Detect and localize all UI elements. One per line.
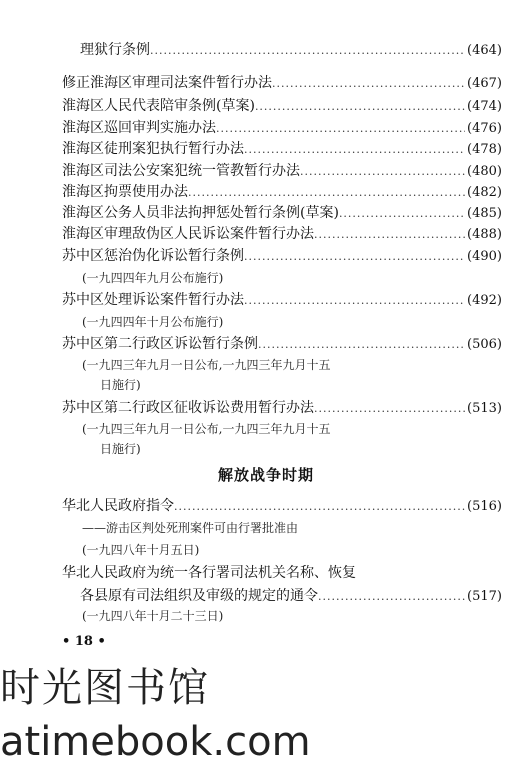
- toc-entry-page: (482): [467, 185, 502, 200]
- toc-entry-page: (513): [467, 401, 502, 416]
- toc-entry: [80, 586, 502, 606]
- toc-entry-heading: [62, 563, 502, 583]
- toc-entry-page: (492): [467, 293, 502, 308]
- toc-entry: [62, 290, 502, 310]
- toc-entry-title: 理狱行条例: [80, 42, 150, 58]
- toc-entry: [62, 96, 502, 116]
- toc-entry: [62, 139, 502, 159]
- toc-entry-page: (488): [467, 227, 502, 242]
- date-note-continued: 日施行): [100, 378, 141, 392]
- toc-entry: [62, 203, 502, 223]
- toc-entry-page: (517): [467, 589, 502, 604]
- toc-entry: [62, 334, 502, 354]
- toc-entry-page: (478): [467, 142, 502, 157]
- toc-entry-page: (506): [467, 337, 502, 352]
- toc-entry: [62, 496, 502, 516]
- toc-entry-title: 苏中区第二行政区诉讼暂行条例: [62, 336, 258, 352]
- leader-dots: [314, 225, 465, 245]
- toc-entry-page: (516): [467, 499, 502, 514]
- section-title: 解放战争时期: [217, 466, 314, 484]
- leader-dots: [174, 497, 465, 517]
- toc-entry-title: 淮海区公务人员非法拘押惩处暂行条例(草案): [62, 205, 339, 221]
- toc-entry-title-line1: 华北人民政府为统一各行署司法机关名称、恢复: [62, 565, 356, 581]
- toc-entry-title: 淮海区审理敌伪区人民诉讼案件暂行办法: [62, 226, 314, 242]
- leader-dots: [188, 183, 465, 203]
- toc-entry-title: 淮海区司法公安案犯统一管教暂行办法: [62, 163, 300, 179]
- watermark-url: atimebook.com: [0, 719, 311, 765]
- date-note: (一九四八年十月五日): [82, 543, 200, 557]
- leader-dots: [255, 97, 465, 117]
- toc-entry: [62, 182, 502, 202]
- date-note: (一九四三年九月一日公布,一九四三年九月十五: [82, 358, 331, 372]
- toc-entry-page: (464): [467, 43, 502, 58]
- subtitle-note: ——游击区判处死刑案件可由行署批准由: [82, 521, 299, 535]
- toc-entry: [62, 73, 502, 93]
- date-note: (一九四八年十月二十三日): [82, 609, 224, 623]
- page-number: • 18 •: [62, 634, 106, 649]
- toc-entry-title: 淮海区徒刑案犯执行暂行办法: [62, 141, 244, 157]
- toc-entry: [80, 40, 502, 60]
- leader-dots: [150, 41, 465, 61]
- toc-entry: [62, 398, 502, 418]
- leader-dots: [339, 204, 465, 224]
- toc-entry-page: (485): [467, 206, 502, 221]
- leader-dots: [258, 335, 465, 355]
- toc-entry: [62, 118, 502, 138]
- leader-dots: [300, 162, 465, 182]
- watermark-text: 时光图书馆: [0, 665, 210, 711]
- leader-dots: [216, 119, 465, 139]
- date-note: (一九四四年十月公布施行): [82, 315, 224, 329]
- leader-dots: [244, 247, 465, 267]
- toc-entry-title: 淮海区人民代表陪审条例(草案): [62, 98, 255, 114]
- leader-dots: [272, 74, 465, 94]
- toc-entry: [62, 224, 502, 244]
- toc-entry-title: 淮海区拘票使用办法: [62, 184, 188, 200]
- date-note: (一九四三年九月一日公布,一九四三年九月十五: [82, 422, 331, 436]
- leader-dots: [318, 587, 465, 607]
- leader-dots: [314, 399, 465, 419]
- toc-entry-title: 苏中区第二行政区征收诉讼费用暂行办法: [62, 400, 314, 416]
- date-note: (一九四四年九月公布施行): [82, 271, 224, 285]
- toc-entry-title: 修正淮海区审理司法案件暂行办法: [62, 75, 272, 91]
- leader-dots: [244, 140, 465, 160]
- toc-entry-title: 各县原有司法组织及审级的规定的通令: [80, 588, 318, 604]
- toc-entry-title: 苏中区惩治伪化诉讼暂行条例: [62, 248, 244, 264]
- date-note-continued: 日施行): [100, 442, 141, 456]
- toc-entry-title: 华北人民政府指令: [62, 498, 174, 514]
- toc-entry-page: (480): [467, 164, 502, 179]
- toc-entry-page: (474): [467, 99, 502, 114]
- toc-entry-page: (467): [467, 76, 502, 91]
- toc-entry-title: 淮海区巡回审判实施办法: [62, 120, 216, 136]
- toc-entry-page: (490): [467, 249, 502, 264]
- toc-entry: [62, 161, 502, 181]
- toc-entry-page: (476): [467, 121, 502, 136]
- leader-dots: [244, 291, 465, 311]
- toc-entry-title: 苏中区处理诉讼案件暂行办法: [62, 292, 244, 308]
- toc-entry: [62, 246, 502, 266]
